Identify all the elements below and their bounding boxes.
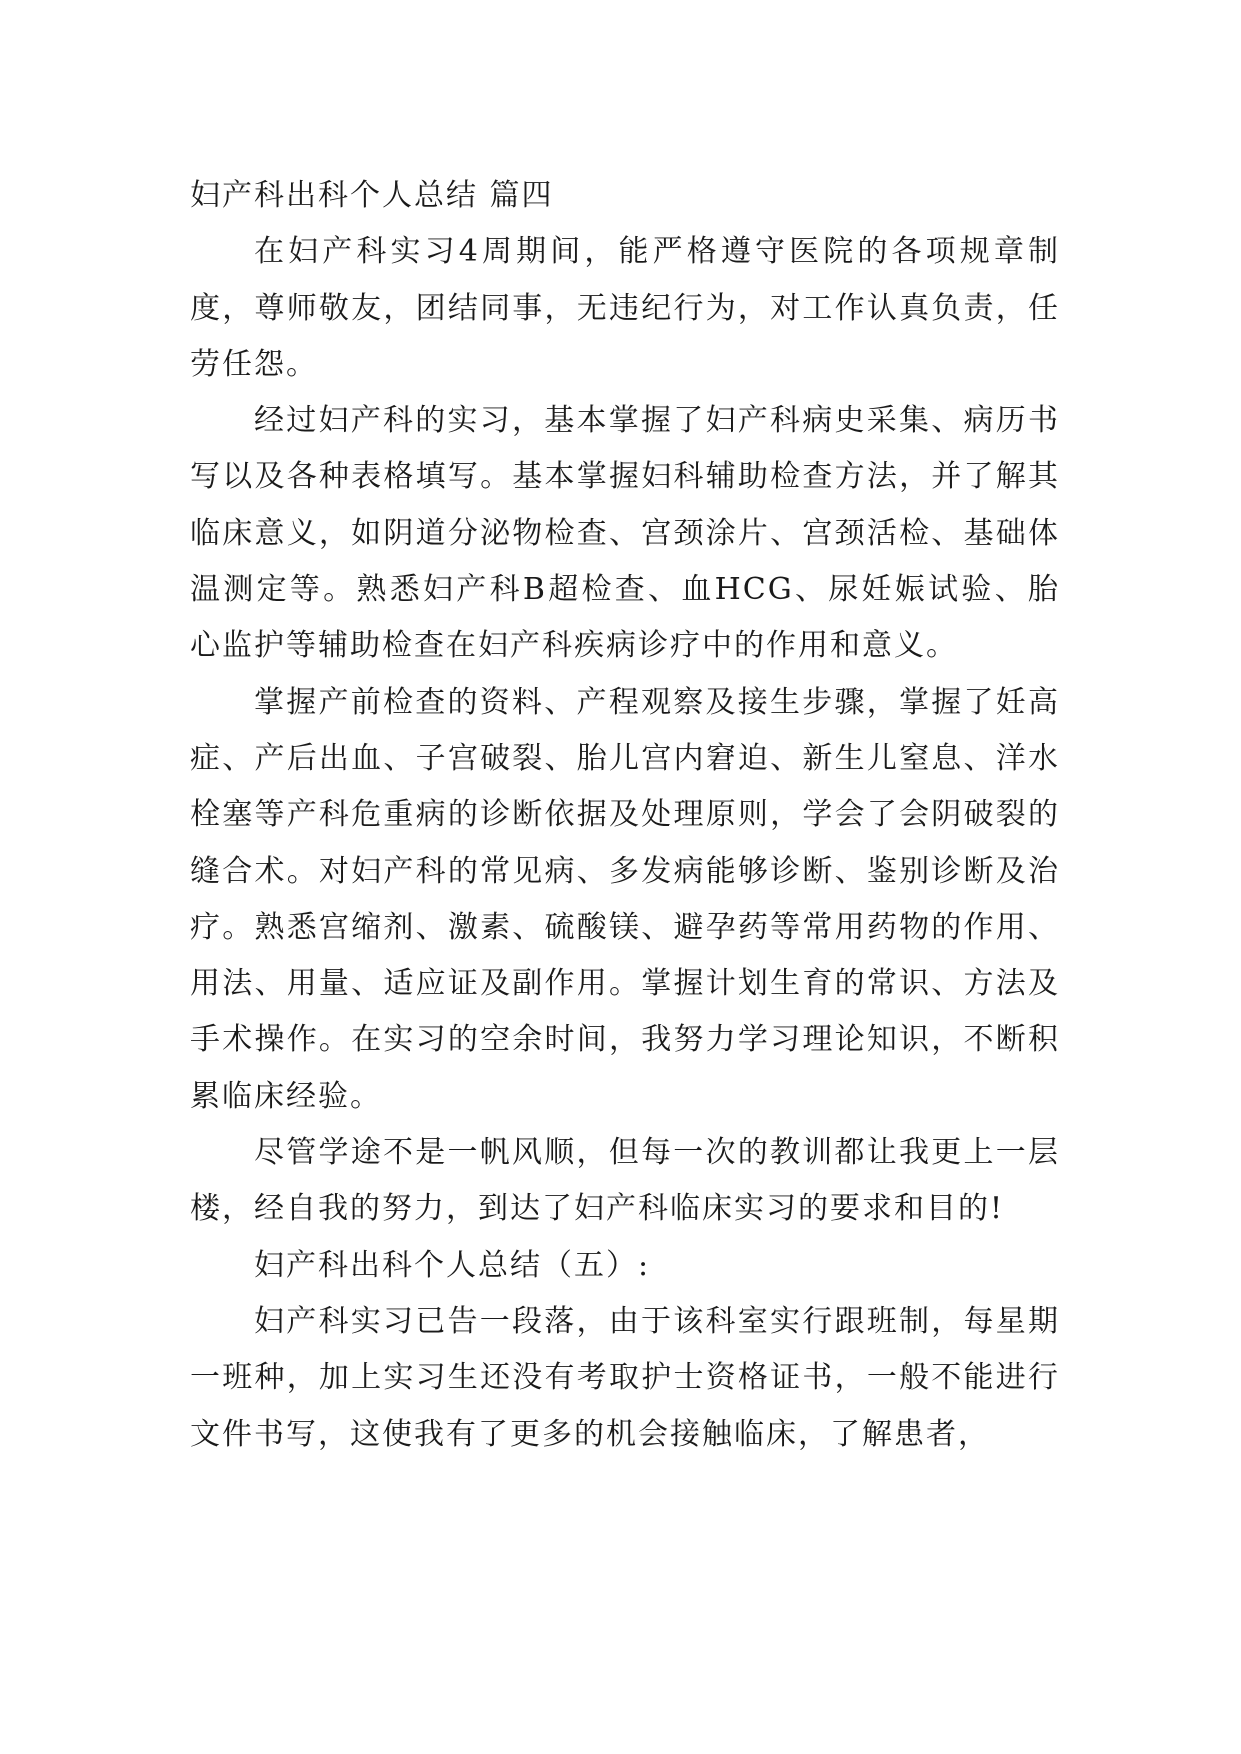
document-body	[190, 168, 1060, 1463]
paragraph-skills-learned: 经过妇产科的实习，基本掌握了妇产科病史采集、病历书写以及各种表格填写。基本掌握妇科辅助检查方法，并了解其临床意义，如阴道分泌物检查、宫颈涂片、宫颈活检、基础体温测定等。熟悉妇产科B超检查、血HCG、尿妊娠试验、胎心监护等辅助检查在妇产科疾病诊疗中的作用和意义。	[190, 403, 1060, 664]
paragraph-obstetrics-knowledge: 掌握产前检查的资料、产程观察及接生步骤，掌握了妊高症、产后出血、子宫破裂、胎儿宫内窘迫、新生儿窒息、洋水栓塞等产科危重病的诊断依据及处理原则，学会了会阴破裂的缝合术。对妇产科的常见病、多发病能够诊断、鉴别诊断及治疗。熟悉宫缩剂、激素、硫酸镁、避孕药等常用药物的作用、用法、用量、适应证及副作用。掌握计划生育的常识、方法及手术操作。在实习的空余时间，我努力学习理论知识，不断积累临床经验。	[190, 684, 1060, 1114]
subheading-summary-five: 妇产科出科个人总结（五）:	[254, 1247, 651, 1283]
paragraph-conclusion: 尽管学途不是一帆风顺，但每一次的教训都让我更上一层楼，经自我的努力，到达了妇产科临床实习的要求和目的!	[190, 1135, 1060, 1227]
paragraph-summary-five-body: 妇产科实习已告一段落，由于该科室实行跟班制，每星期一班种，加上实习生还没有考取护士资格证书，一般不能进行文件书写，这使我有了更多的机会接触临床，了解患者，	[190, 1303, 1060, 1452]
section-heading: 妇产科出科个人总结 篇四	[190, 178, 554, 213]
paragraph-internship-conduct: 在妇产科实习4周期间，能严格遵守医院的各项规章制度，尊师敬友，团结同事，无违纪行为，对工作认真负责，任劳任怨。	[190, 234, 1060, 382]
